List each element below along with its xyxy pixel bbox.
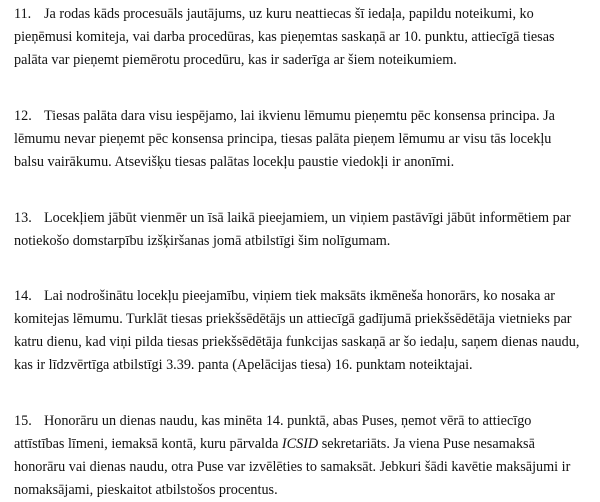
paragraph-line: notiekošo domstarpību izšķiršanas jomā atbilstīgi šim nolīgumam.	[14, 233, 391, 249]
paragraph-line: katru dienu, kad viņi pilda tiesas priekšsēdētāja funkcijas saskaņā ar šo iedaļu, saņem dienas naudu,	[14, 334, 580, 350]
paragraph-number: 13.	[14, 210, 32, 226]
paragraph-12	[14, 105, 594, 174]
paragraph-number: 14.	[14, 288, 32, 304]
paragraph-spacer	[14, 174, 594, 207]
paragraph-line	[14, 207, 594, 230]
paragraph-line: palāta var pieņemt piemērotu procedūru, kas ir saderīga ar šiem noteikumiem.	[14, 52, 457, 68]
paragraph-number: 11.	[14, 6, 32, 22]
paragraph-15	[14, 410, 594, 502]
paragraph-text: Locekļiem jābūt vienmēr un īsā laikā pieejamiem, un viņiem pastāvīgi jābūt informētiem par	[44, 210, 571, 226]
icsid-term: ICSID	[281, 436, 319, 452]
paragraph-number: 12.	[14, 108, 32, 124]
paragraph-line: nomaksājami, pieskaitot atbilstošos procentus.	[14, 482, 278, 498]
paragraph-11	[14, 3, 594, 72]
paragraph-text: Tiesas palāta dara visu iespējamo, lai ikvienu lēmumu pieņemtu pēc konsensa principa. Ja	[44, 108, 555, 124]
paragraph-line: komitejas lēmumu. Turklāt tiesas priekšsēdētājs un attiecīgā gadījumā priekšsēdētāja vietnieks par	[14, 311, 572, 327]
paragraph-line	[14, 105, 594, 128]
paragraph-number: 15.	[14, 413, 32, 429]
paragraph-line	[14, 3, 594, 26]
paragraph-line: pieņēmusi komiteja, vai darba procedūras, kas pieņemtas saskaņā ar 10. punktu, attiecīgā tiesas	[14, 29, 555, 45]
paragraph-line: kas ir līdzvērtīga atbilstīgi 3.39. panta (Apelācijas tiesa) 16. punktam noteiktajai.	[14, 357, 473, 373]
paragraph-line	[14, 433, 594, 456]
paragraph-line: balsu vairākumu. Atsevišķu tiesas palātas locekļu paustie viedokļi ir anonīmi.	[14, 154, 455, 170]
paragraph-text: Ja rodas kāds procesuāls jautājums, uz kuru neattiecas šī iedaļa, papildu noteikumi, ko	[44, 6, 534, 22]
paragraph-spacer	[14, 253, 594, 285]
paragraph-line: lēmumu nevar pieņemt pēc konsensa principa, tiesas palāta pieņem lēmumu ar visu tās locekļu	[14, 131, 552, 147]
paragraph-text: Honorāru un dienas naudu, kas minēta 14. punktā, abas Puses, ņemot vērā to attiecīgo	[44, 413, 532, 429]
paragraph-line	[14, 410, 594, 433]
document-body	[14, 3, 594, 502]
paragraph-line: honorāru vai dienas naudu, otra Puse var izvēlēties to samaksāt. Jebkuri šādi kavētie maksājumi ir	[14, 459, 571, 475]
paragraph-text: Lai nodrošinātu locekļu pieejamību, viņiem tiek maksāts ikmēneša honorārs, ko nosaka ar	[44, 288, 556, 304]
paragraph-line	[14, 285, 594, 308]
paragraph-spacer	[14, 72, 594, 105]
paragraph-spacer	[14, 377, 594, 410]
paragraph-14	[14, 285, 594, 377]
paragraph-13	[14, 207, 594, 253]
paragraph-text: attīstības līmeni, iemaksā kontā, kuru pārvalda	[14, 436, 279, 452]
paragraph-text: sekretariāts. Ja viena Puse nesamaksā	[321, 436, 535, 452]
